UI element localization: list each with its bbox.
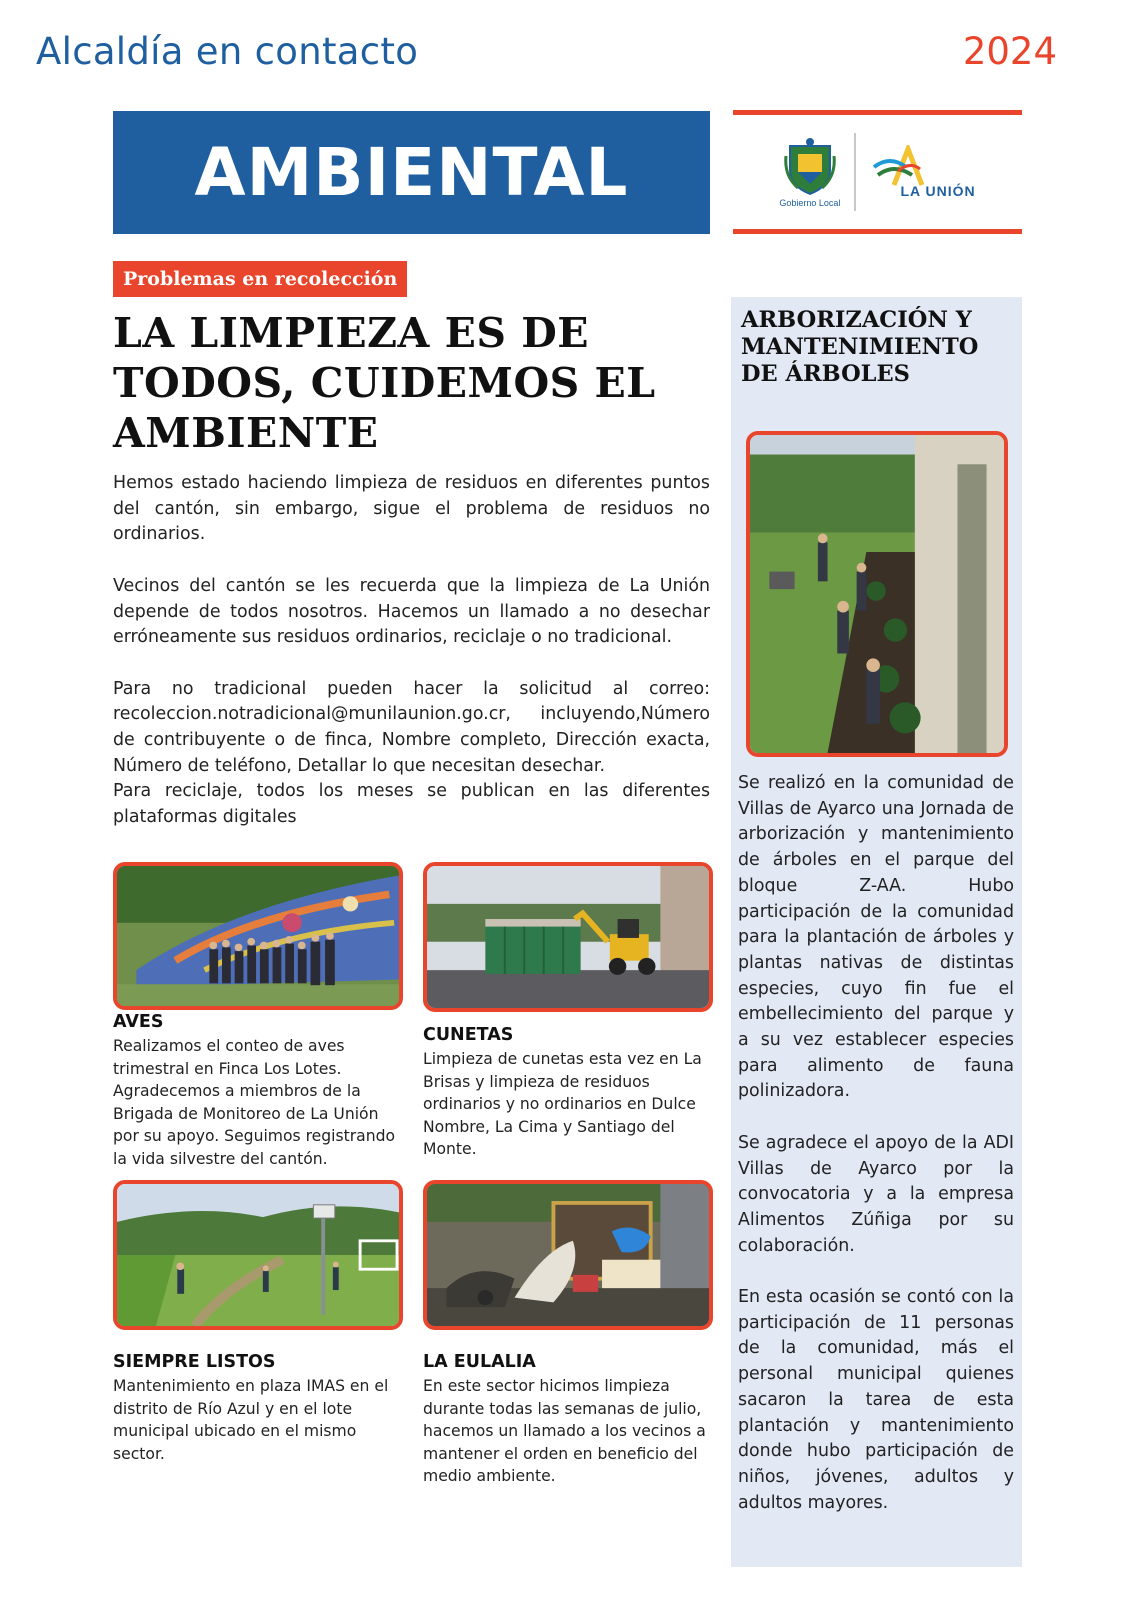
photo-la-eulalia [423, 1180, 713, 1330]
caption-siempre-listos [113, 1352, 403, 1465]
coat-of-arms-icon [784, 136, 836, 196]
caption-title: CUNETAS [423, 1025, 514, 1045]
photo-arborizacion [746, 431, 1008, 757]
sidebar-article [731, 297, 1022, 1567]
logo-divider [854, 133, 856, 211]
article-paragraph: Vecinos del cantón se les recuerda que la limpieza de La Unión depende de todos nosotros. Hacemos un llamado a no desechar erróneamente sus residuos ordinarios, reciclaje o no tradicional. [113, 575, 710, 648]
photo-cunetas [423, 862, 713, 1012]
newsletter-year: 2024 [962, 30, 1057, 73]
caption-title: AVES [113, 1012, 164, 1032]
article-headline: LA LIMPIEZA ES DE TODOS, CUIDEMOS EL AMBIENTE [113, 309, 656, 457]
article-paragraph: Hemos estado haciendo limpieza de residuos en diferentes puntos del cantón, sin embargo, sigue el problema de residuos no ordinarios. [113, 473, 710, 545]
photo-aves [113, 862, 403, 1010]
caption-cunetas [423, 1025, 713, 1161]
article-body [113, 471, 710, 831]
caption-text: En este sector hicimos limpieza durante todas las semanas de julio, hacemos un llamado a los vecinos a mantener el orden en beneficio del medio ambiente. [423, 1377, 706, 1486]
caption-title: LA EULALIA [423, 1352, 536, 1372]
section-banner [113, 111, 710, 234]
logo-brand-text: LA UNIÓN [900, 183, 976, 199]
sidebar-body [738, 771, 1014, 1542]
logo-caption: Gobierno Local [779, 198, 841, 208]
newsletter-title: Alcaldía en contacto [36, 30, 419, 73]
logo-box [733, 110, 1022, 234]
caption-aves [113, 1012, 403, 1171]
sidebar-paragraph: En esta ocasión se contó con la participación de 11 personas de la comunidad, más el personal municipal quienes sacaron la tarea de esta plantación y mantenimiento donde hubo participación de niños, jóvenes, adultos y adultos mayores. [738, 1287, 1014, 1513]
caption-text: Realizamos el conteo de aves trimestral en Finca Los Lotes. Agradecemos a miembros de la Brigada de Monitoreo de La Unión por su apoyo. Seguimos registrando la vida silvestre del cantón. [113, 1037, 396, 1168]
caption-text: Limpieza de cunetas esta vez en La Brisas y limpieza de residuos ordinarios y no ordinarios en Dulce Nombre, La Cima y Santiago del Monte. [423, 1050, 702, 1159]
sidebar-title: ARBORIZACIÓN Y MANTENIMIENTO DE ÁRBOLES [741, 307, 979, 387]
sidebar-paragraph: Se agradece el apoyo de la ADI Villas de Ayarco por la convocatoria y a la empresa Alimentos Zúñiga por su colaboración. [738, 1132, 1014, 1256]
article-tag: Problemas en recolección [113, 261, 407, 297]
sidebar-paragraph: Se realizó en la comunidad de Villas de Ayarco una Jornada de arborización y mantenimiento de árboles en el parque del bloque Z-AA. Hubo participación de la comunidad para la plantación de árboles y plantas nativas de distintas especies, cuyo fin fue el embellecimiento del parque y a su vez establecer especies para alimento de fauna polinizadora. [738, 773, 1014, 1102]
photo-siempre-listos [113, 1180, 403, 1330]
caption-text: Mantenimiento en plaza IMAS en el distrito de Río Azul y en el lote municipal ubicado en el mismo sector. [113, 1377, 389, 1463]
article-paragraph: Para no tradicional pueden hacer la solicitud al correo: recoleccion.notradicional@munilaunion.go.cr, incluyendo,Número de contribuyente o de finca, Nombre completo, Dirección exacta, Número de teléfono, Detallar lo que necesitan desechar. [113, 678, 710, 776]
caption-la-eulalia [423, 1352, 713, 1488]
article-paragraph: Para reciclaje, todos los meses se publican en las diferentes plataformas digitales [113, 781, 710, 828]
caption-title: SIEMPRE LISTOS [113, 1352, 276, 1372]
section-title: AMBIENTAL [194, 134, 629, 211]
